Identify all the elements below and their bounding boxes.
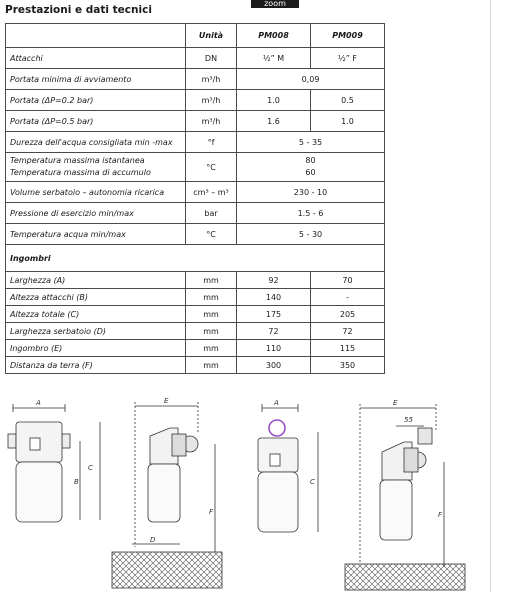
- row-merged-value: 0,09: [237, 69, 385, 90]
- table-row: [6, 224, 385, 245]
- section-label: Ingombri: [6, 245, 385, 272]
- spec-table: [5, 23, 385, 374]
- row-pm009: 1.0: [311, 111, 385, 132]
- table-row: [6, 69, 385, 90]
- row-pm008: 110: [237, 340, 311, 357]
- row-pm008: ½” M: [237, 48, 311, 69]
- row-unit: m³/h: [186, 111, 237, 132]
- dimension-label-d: D: [150, 536, 156, 544]
- dimension-label-a: A: [36, 399, 41, 407]
- row-unit: mm: [186, 323, 237, 340]
- row-pm009: 72: [311, 323, 385, 340]
- row-unit: mm: [186, 357, 237, 374]
- row-label: Portata minima di avviamento: [6, 69, 186, 90]
- dimension-label-e-pm009: E: [393, 399, 398, 407]
- table-row: [6, 48, 385, 69]
- row-label: Larghezza serbatoio (D): [6, 323, 186, 340]
- row-pm008: 175: [237, 306, 311, 323]
- table-row: [6, 306, 385, 323]
- row-unit: m³/h: [186, 69, 237, 90]
- dimension-label-b: B: [74, 478, 79, 486]
- section-title: Prestazioni e dati tecnici: [5, 4, 152, 16]
- row-pm009: 70: [311, 272, 385, 289]
- table-row: [6, 272, 385, 289]
- row-merged-value: 5 - 30: [237, 224, 385, 245]
- row-value-line: 80: [305, 156, 316, 165]
- dimension-label-f: F: [209, 508, 214, 516]
- row-pm009: -: [311, 289, 385, 306]
- row-label-line: Temperatura massima di accumulo: [10, 168, 151, 177]
- drawing-pm008-side: [112, 402, 222, 588]
- row-unit: °C: [186, 224, 237, 245]
- row-unit: DN: [186, 48, 237, 69]
- row-label: Pressione di esercizio min/max: [6, 203, 186, 224]
- row-unit: cm³ – m³: [186, 182, 237, 203]
- row-pm009: 115: [311, 340, 385, 357]
- row-pm008: 72: [237, 323, 311, 340]
- table-row: [6, 90, 385, 111]
- zoom-badge: zoom: [251, 0, 299, 8]
- row-pm008: 1.0: [237, 90, 311, 111]
- row-merged-value: 1.5 - 6: [237, 203, 385, 224]
- dimension-label-c-pm009: C: [310, 478, 315, 486]
- row-pm009: 350: [311, 357, 385, 374]
- drawing-pm008-front: [8, 404, 100, 522]
- row-pm009: 205: [311, 306, 385, 323]
- row-label: Distanza da terra (F): [6, 357, 186, 374]
- row-pm008: 1.6: [237, 111, 311, 132]
- row-unit: °C: [186, 153, 237, 182]
- row-unit: mm: [186, 272, 237, 289]
- section-row: [6, 245, 385, 272]
- row-pm008: 92: [237, 272, 311, 289]
- row-label: Altezza attacchi (B): [6, 289, 186, 306]
- dimension-label-e: E: [164, 397, 169, 405]
- row-pm008: 140: [237, 289, 311, 306]
- table-row: [6, 357, 385, 374]
- table-row: [6, 132, 385, 153]
- row-unit: mm: [186, 340, 237, 357]
- row-pm008: 300: [237, 357, 311, 374]
- row-label: Attacchi: [6, 48, 186, 69]
- dimension-label-a-pm009: A: [274, 399, 279, 407]
- table-header-row: [6, 24, 385, 48]
- table-row: [6, 203, 385, 224]
- row-label: Durezza dell'acqua consigliata min -max: [6, 132, 186, 153]
- row-unit: mm: [186, 306, 237, 323]
- row-pm009: 0.5: [311, 90, 385, 111]
- row-label: Altezza totale (C): [6, 306, 186, 323]
- row-label: Portata (ΔP=0.5 bar): [6, 111, 186, 132]
- header-blank: [6, 24, 186, 48]
- row-label: Larghezza (A): [6, 272, 186, 289]
- row-pm009: ½” F: [311, 48, 385, 69]
- row-unit: m³/h: [186, 90, 237, 111]
- row-unit: mm: [186, 289, 237, 306]
- table-row: [6, 182, 385, 203]
- dimension-label-c: C: [88, 464, 93, 472]
- drawing-pm009-front: [258, 404, 318, 532]
- row-label: Portata (ΔP=0.2 bar): [6, 90, 186, 111]
- header-pm008: PM008: [237, 24, 311, 48]
- row-unit: bar: [186, 203, 237, 224]
- row-label: Temperatura acqua min/max: [6, 224, 186, 245]
- table-row: [6, 153, 385, 182]
- row-value-line: 60: [305, 168, 316, 177]
- dimension-label-55: 55: [404, 416, 413, 424]
- page-edge-divider: [490, 0, 491, 592]
- table-row: [6, 111, 385, 132]
- table-row: [6, 340, 385, 357]
- table-row: [6, 289, 385, 306]
- row-merged-value: 230 - 10: [237, 182, 385, 203]
- header-pm009: PM009: [311, 24, 385, 48]
- row-unit: °f: [186, 132, 237, 153]
- dimension-label-f-pm009: F: [438, 511, 443, 519]
- technical-drawings: [0, 392, 490, 592]
- row-label: Ingombro (E): [6, 340, 186, 357]
- row-label: [6, 153, 186, 182]
- row-label: Volume serbatoio – autonomia ricarica: [6, 182, 186, 203]
- drawing-pm009-side: [345, 404, 465, 590]
- row-merged-value: [237, 153, 385, 182]
- header-unit: Unità: [186, 24, 237, 48]
- row-merged-value: 5 - 35: [237, 132, 385, 153]
- row-label-line: Temperatura massima istantanea: [10, 156, 145, 165]
- table-row: [6, 323, 385, 340]
